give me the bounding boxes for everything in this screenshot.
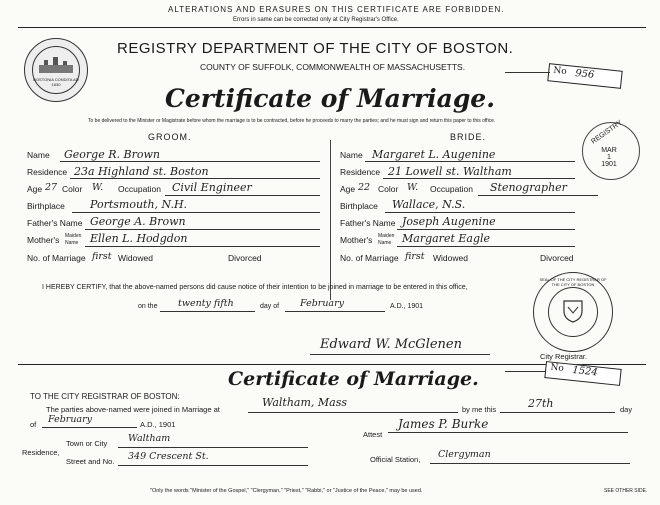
department-title: REGISTRY DEPARTMENT OF THE CITY OF BOSTON. <box>117 40 514 57</box>
bride-residence-label: Residence <box>340 167 381 177</box>
month-line <box>42 427 137 428</box>
town-label: Town or City <box>66 439 108 448</box>
bride-age-label: Age <box>340 184 356 194</box>
groom-age-label: Age <box>27 184 43 194</box>
instruction-text: To be delivered to the Minister or Magistrate before whom the marriage is to be contracted, before he proceeds to marry the parties; and he must sign and return this paper to this office. <box>88 118 496 124</box>
ad-label: A.D., 1901 <box>140 420 176 429</box>
bride-maiden-name-label: Name <box>378 240 392 246</box>
top-frame-line <box>18 27 646 28</box>
groom-occupation-label: Occupation <box>118 184 161 194</box>
bride-occupation-value: Stenographer <box>490 181 567 194</box>
center-divider <box>330 140 331 300</box>
registrar-signature-line <box>310 354 490 355</box>
place-value: Waltham, Mass <box>262 396 348 409</box>
bride-marriage-label: No. of Marriage <box>340 253 399 263</box>
bride-father-value: Joseph Augenine <box>402 215 496 228</box>
groom-birthplace-value: Portsmouth, N.H. <box>90 198 188 211</box>
groom-maiden-label: Maiden <box>65 233 82 239</box>
day-line <box>500 412 615 413</box>
bride-father-line <box>397 229 575 230</box>
of-label: of <box>30 420 37 429</box>
groom-color-value: W. <box>92 182 104 193</box>
bride-birthplace-label: Birthplace <box>340 201 378 211</box>
groom-residence-line <box>70 178 320 179</box>
bride-mother-line <box>397 246 575 247</box>
groom-birthplace-line <box>72 212 320 213</box>
city-registrar-seal <box>533 272 613 352</box>
to-city-registrar: TO THE CITY REGISTRAR OF BOSTON: <box>30 392 180 401</box>
certificate-number-value: 956 <box>574 67 595 81</box>
groom-age-value: 27 <box>45 182 58 193</box>
lower-number-arrow <box>505 371 545 372</box>
day-label: day <box>620 405 633 414</box>
certificate-number-box <box>547 63 622 89</box>
registry-stamp <box>582 119 640 180</box>
groom-occupation-value: Civil Engineer <box>172 181 252 194</box>
by-me-label: by me this <box>462 405 497 414</box>
certify-day-label: day of <box>260 303 280 310</box>
groom-father-value: George A. Brown <box>90 215 186 228</box>
groom-maiden-name-label: Name <box>65 240 79 246</box>
bride-header: BRIDE. <box>450 132 487 142</box>
residence-label: Residence, <box>22 448 60 457</box>
groom-widowed-label: Widowed <box>118 253 153 263</box>
bride-age-value: 22 <box>358 182 371 193</box>
certificate-number-label: No <box>552 65 568 78</box>
lower-certificate-title: Certificate of Marriage. <box>228 368 479 390</box>
groom-mother-label: Mother's <box>27 235 60 245</box>
city-skyline-icon <box>39 57 73 73</box>
certify-day-line <box>160 311 255 312</box>
bride-color-value: W. <box>407 182 419 193</box>
top-notice: ALTERATIONS AND ERASURES ON THIS CERTIFICATE ARE FORBIDDEN. <box>168 5 505 14</box>
groom-mother-value: Ellen L. Hodgdon <box>90 232 188 245</box>
groom-residence-label: Residence <box>27 167 68 177</box>
bride-mother-label: Mother's <box>340 235 373 245</box>
registrar-signature: Edward W. McGlenen <box>320 337 462 352</box>
lower-number-label: No <box>549 362 565 374</box>
certify-day-value: twenty fifth <box>178 298 234 309</box>
official-station-line <box>430 463 630 464</box>
registry-stamp-date: MAR 1 1901 <box>601 147 617 168</box>
footer-note: "Only the words "Minister of the Gospel," "Clergyman," "Priest," "Rabbi," or "Justice of the Peace," may be used. <box>150 488 423 494</box>
certify-on-label: on the <box>138 303 158 310</box>
groom-father-line <box>85 229 320 230</box>
certify-month-line <box>285 311 385 312</box>
groom-residence-value: 23a Highland st. Boston <box>74 165 209 178</box>
street-value: 349 Crescent St. <box>128 451 209 462</box>
official-station-label: Official Station, <box>370 455 421 464</box>
lower-number-value: 1524 <box>571 364 599 379</box>
bride-occupation-label: Occupation <box>430 184 473 194</box>
month-value: February <box>48 414 93 425</box>
bride-widowed-label: Widowed <box>433 253 468 263</box>
street-line <box>118 465 308 466</box>
groom-header: GROOM. <box>148 132 192 142</box>
groom-name-line <box>60 161 320 162</box>
see-other-side: SEE OTHER SIDE. <box>604 488 648 494</box>
boston-seal <box>24 38 88 102</box>
bride-name-value: Margaret L. Augenine <box>372 148 496 161</box>
certificate-title: Certificate of Marriage. <box>165 84 495 113</box>
groom-occupation-line <box>165 195 320 196</box>
shield-icon <box>562 299 584 323</box>
bride-color-label: Color <box>378 184 399 194</box>
town-value: Waltham <box>128 433 171 444</box>
bride-name-label: Name <box>340 150 363 160</box>
city-registrar-seal-text: SEAL OF THE CITY REGISTRAR OF THE CITY OF BOSTON <box>539 277 607 287</box>
bride-father-label: Father's Name <box>340 218 396 228</box>
bride-name-line <box>365 161 575 162</box>
officiant-signature-line <box>388 432 628 433</box>
bride-divorced-label: Divorced <box>540 253 574 263</box>
groom-father-label: Father's Name <box>27 218 83 228</box>
bride-residence-value: 21 Lowell st. Waltham <box>388 165 512 178</box>
certify-text: I HEREBY CERTIFY, that the above-named persons did cause notice of their intention to be joined in marriage to be entered in this office, <box>42 284 468 291</box>
groom-divorced-label: Divorced <box>228 253 262 263</box>
bride-residence-line <box>383 178 575 179</box>
boston-seal-text: BOSTONIA CONDITA AD 1630 <box>33 77 79 87</box>
certify-ad: A.D., 1901 <box>390 303 424 310</box>
registry-stamp-text: REGISTRY <box>590 119 624 146</box>
parties-text: The parties above-named were joined in Marriage at <box>46 405 220 414</box>
bride-maiden-label: Maiden <box>378 233 395 239</box>
number-arrow <box>505 72 550 73</box>
groom-name-value: George R. Brown <box>64 148 160 161</box>
groom-birthplace-label: Birthplace <box>27 201 65 211</box>
top-subnotice: Errors in same can be corrected only at City Registrar's Office. <box>233 17 399 23</box>
day-value: 27th <box>528 397 554 410</box>
officiant-signature: James P. Burke <box>398 417 489 431</box>
city-registrar-label: City Registrar. <box>540 352 588 361</box>
place-line <box>248 412 458 413</box>
official-station-value: Clergyman <box>438 449 491 460</box>
groom-marriage-value: first <box>92 251 112 262</box>
groom-mother-line <box>85 246 320 247</box>
attest-label: Attest <box>363 430 383 439</box>
town-line <box>118 447 308 448</box>
bride-mother-value: Margaret Eagle <box>402 232 491 245</box>
street-label: Street and No. <box>66 457 115 466</box>
county-line: COUNTY OF SUFFOLK, COMMONWEALTH OF MASSACHUSETTS. <box>200 62 466 72</box>
groom-marriage-label: No. of Marriage <box>27 253 86 263</box>
groom-name-label: Name <box>27 150 50 160</box>
bride-marriage-value: first <box>405 251 425 262</box>
groom-color-label: Color <box>62 184 83 194</box>
bride-birthplace-line <box>385 212 575 213</box>
bride-occupation-line <box>478 195 598 196</box>
bride-birthplace-value: Wallace, N.S. <box>392 198 466 211</box>
certify-month-value: February <box>300 298 345 309</box>
